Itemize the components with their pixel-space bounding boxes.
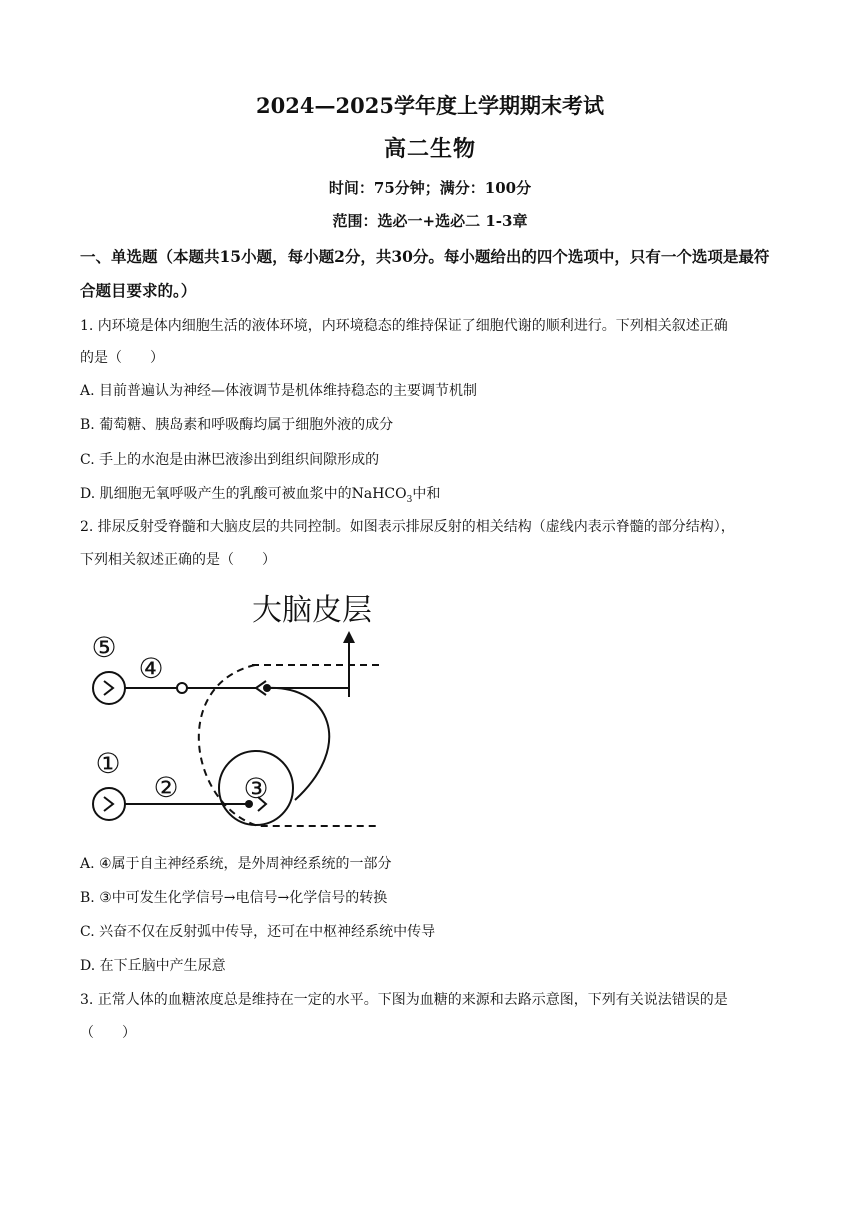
q2-stem-line1: 2. 排尿反射受脊髓和大脑皮层的共同控制。如图表示排尿反射的相关结构（虚线内表示脊髓的部分结构），: [80, 519, 735, 535]
q1-option-d-sub: 3: [406, 494, 413, 505]
synapse-icon: [104, 797, 113, 811]
q1-stem-line2: 的是（ ）: [80, 350, 164, 366]
label-3: ③: [243, 772, 269, 805]
label-4: ④: [138, 652, 164, 685]
reflex-arc-diagram: [80, 585, 400, 835]
cortex-label: 大脑皮层: [252, 593, 372, 628]
interneuron: [267, 688, 329, 800]
scope-info: 范围：选必一+选必二 1-3章: [332, 212, 528, 230]
q3-stem-line1: 3. 正常人体的血糖浓度总是维持在一定的水平。下图为血糖的来源和去路示意图，下列有关说法错误的是: [80, 992, 728, 1008]
q2-stem-line2: 下列相关叙述正确的是（ ）: [80, 552, 276, 568]
subject-title: 高二生物: [383, 136, 476, 162]
time-info: 时间：75分钟；满分：100分: [328, 179, 532, 197]
q2-option-c: C. 兴奋不仅在反射弧中传导，还可在中枢神经系统中传导: [80, 924, 436, 940]
q1-option-d-tail: 中和: [412, 486, 441, 502]
q1-option-d-text: D. 肌细胞无氧呼吸产生的乳酸可被血浆中的NaHCO: [80, 486, 407, 502]
arrow-up-icon: [343, 631, 355, 643]
receptor-1: [93, 788, 125, 820]
label-5: ⑤: [91, 631, 117, 664]
synapse-icon: [104, 681, 113, 695]
q1-option-a: A. 目前普遍认为神经—体液调节是机体维持稳态的主要调节机制: [80, 383, 478, 399]
q2-option-d: D. 在下丘脑中产生尿意: [80, 958, 226, 974]
exam-title: 2024—2025学年度上学期期末考试: [256, 93, 604, 118]
q2-option-b: B. ③中可发生化学信号→电信号→化学信号的转换: [80, 890, 388, 906]
section-heading: 一、单选题（本题共15小题，每小题2分，共30分。每小题给出的四个选项中，只有一个选项是最符合题目要求的。）: [80, 247, 770, 300]
q2-option-a: A. ④属于自主神经系统，是外周神经系统的一部分: [80, 856, 392, 872]
effector-5: [93, 672, 125, 704]
q1-stem-line1: 1. 内环境是体内细胞生活的液体环境，内环境稳态的维持保证了细胞代谢的顺利进行。下列相关叙述正确: [80, 318, 728, 334]
label-2: ②: [153, 771, 179, 804]
q1-option-c: C. 手上的水泡是由淋巴液渗出到组织间隙形成的: [80, 452, 380, 468]
q1-option-b: B. 葡萄糖、胰岛素和呼吸酶均属于细胞外液的成分: [80, 417, 394, 433]
ganglion: [177, 683, 187, 693]
label-1: ①: [95, 747, 121, 780]
q1-option-d: [80, 483, 440, 505]
q3-stem-line2: （ ）: [80, 1025, 136, 1041]
